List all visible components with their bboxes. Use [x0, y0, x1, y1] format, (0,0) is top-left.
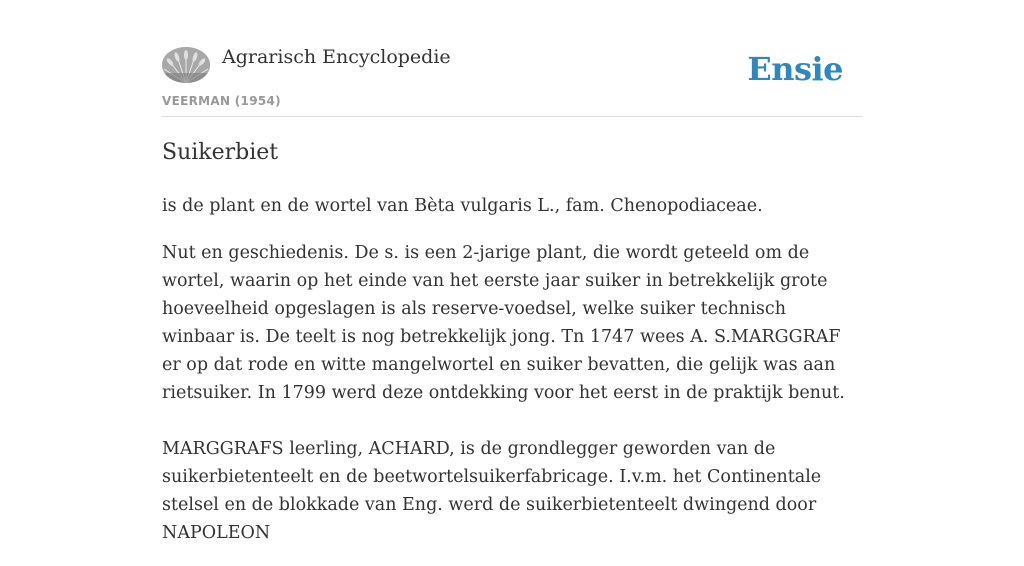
- header: [162, 0, 862, 117]
- ensie-logo-link[interactable]: Ensie: [747, 50, 843, 88]
- paragraph: Nut en geschiedenis. De s. is een 2-jarige plant, die wordt geteeld om de wortel, waarin op het einde van het eerste jaar suiker in betrekkelijk grote hoeveelheid opgeslagen is als reserve-voedsel, welke suiker technisch winbaar is. De teelt is nog betrekkelijk jong. Tn 1747 wees A. S.MARGGRAF er op dat rode en witte mangelwortel en suiker bevatten, die gelijk was aan rietsuiker. In 1799 werd deze ontdekking voor het eerst in de praktijk benut.: [162, 243, 845, 403]
- paragraph: MARGGRAFS leerling, ACHARD, is de grondlegger geworden van de suikerbietenteelt en de beetwortelsuikerfabricage. I.v.m. het Continentale stelsel en de blokkade van Eng. werd de suikerbietenteelt dwingend door NAPOLEON: [162, 439, 822, 543]
- article-body: [162, 192, 862, 566]
- page: [162, 0, 862, 543]
- paragraph: is de plant en de wortel van Bèta vulgaris L., fam. Chenopodiaceae.: [162, 196, 763, 216]
- author-label[interactable]: VEERMAN (1954): [162, 94, 281, 108]
- page-title: Suikerbiet: [162, 140, 279, 165]
- wheat-engraving-icon: [162, 47, 210, 83]
- encyclopedia-title[interactable]: Agrarisch Encyclopedie: [222, 46, 451, 68]
